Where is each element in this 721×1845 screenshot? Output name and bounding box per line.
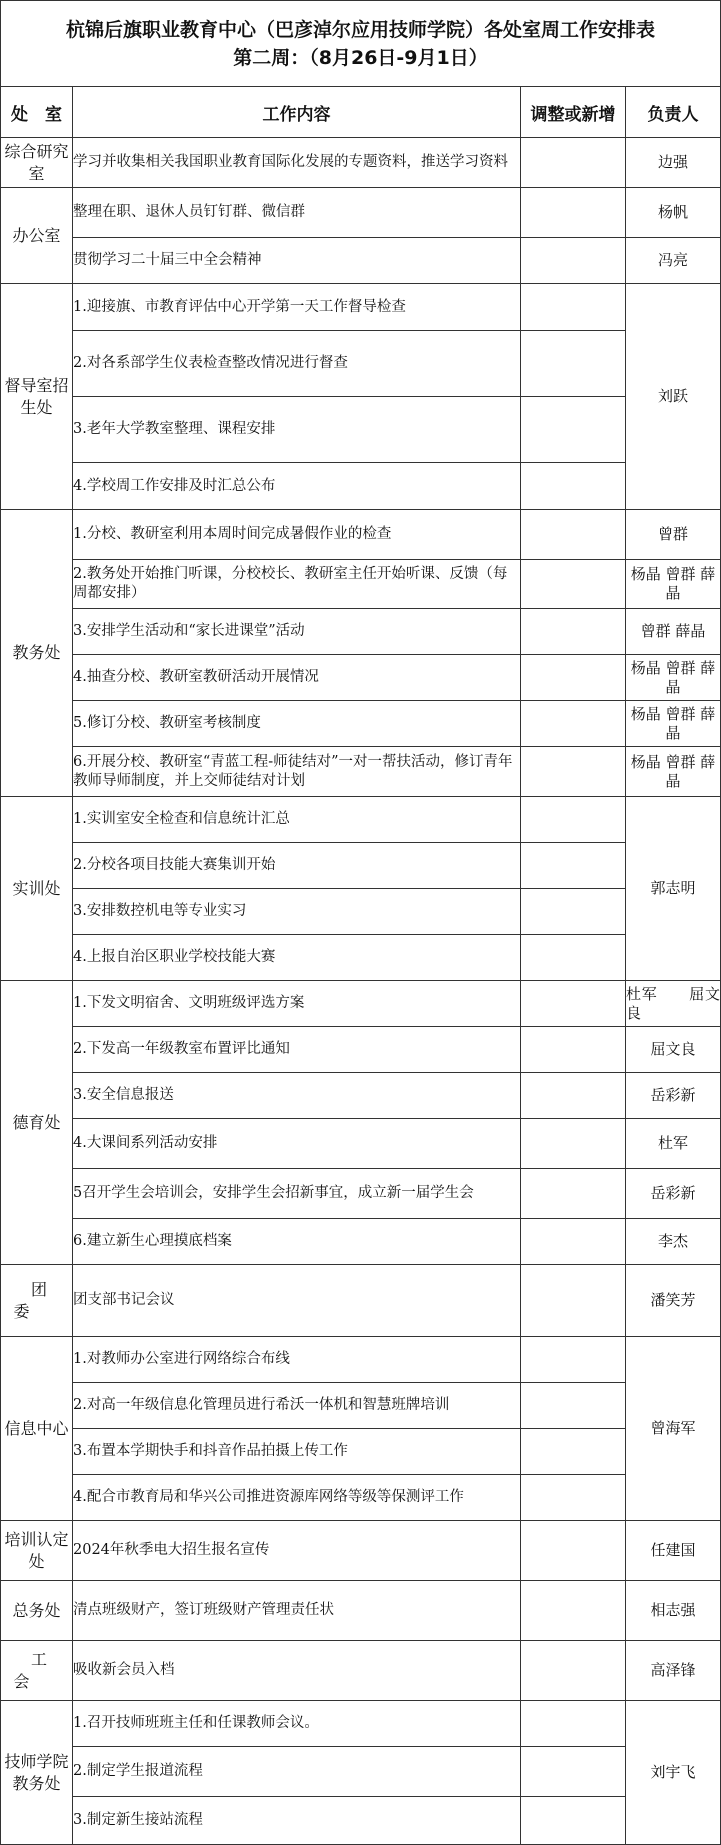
task-cell: 1.迎接旗、市教育评估中心开学第一天工作督导检查 xyxy=(73,284,521,331)
table-row xyxy=(1,560,721,609)
table-row xyxy=(1,1641,721,1701)
adjust-cell xyxy=(521,510,626,560)
dept-union: 工会 xyxy=(1,1641,73,1701)
dept-league: 团委 xyxy=(1,1265,73,1337)
page-title xyxy=(1,1,721,87)
table-row xyxy=(1,1701,721,1747)
owner-cell: 屈文良 xyxy=(626,1027,721,1073)
owner-cell: 岳彩新 xyxy=(626,1169,721,1219)
owner-cell: 刘跃 xyxy=(626,284,721,510)
task-cell: 2024年秋季电大招生报名宣传 xyxy=(73,1521,521,1581)
adjust-cell xyxy=(521,1383,626,1429)
table-row xyxy=(1,609,721,655)
header-adjust: 调整或新增 xyxy=(521,87,626,138)
title-row xyxy=(1,1,721,87)
task-cell: 1.下发文明宿舍、文明班级评选方案 xyxy=(73,981,521,1027)
owner-cell: 李杰 xyxy=(626,1219,721,1265)
adjust-cell xyxy=(521,238,626,284)
task-cell: 清点班级财产，签订班级财产管理责任状 xyxy=(73,1581,521,1641)
header-content: 工作内容 xyxy=(73,87,521,138)
adjust-cell xyxy=(521,609,626,655)
owner-cell: 曾群 薛晶 xyxy=(626,609,721,655)
table-row xyxy=(1,138,721,188)
table-row xyxy=(1,1747,721,1797)
task-cell: 4.抽查分校、教研室教研活动开展情况 xyxy=(73,655,521,701)
dept-technician-college: 技师学院教务处 xyxy=(1,1701,73,1845)
owner-cell: 杨晶 曾群 薛晶 xyxy=(626,560,721,609)
adjust-cell xyxy=(521,843,626,889)
owner-cell: 杨晶 曾群 薛晶 xyxy=(626,701,721,747)
adjust-cell xyxy=(521,1797,626,1845)
table-row xyxy=(1,843,721,889)
adjust-cell xyxy=(521,1429,626,1475)
owner-cell: 潘笑芳 xyxy=(626,1265,721,1337)
title-line-2: 第二周：（8月26日-9月1日） xyxy=(233,46,488,69)
table-row xyxy=(1,655,721,701)
table-row xyxy=(1,935,721,981)
table-row xyxy=(1,510,721,560)
task-cell: 整理在职、退休人员钉钉群、微信群 xyxy=(73,188,521,238)
adjust-cell xyxy=(521,1119,626,1169)
table-row xyxy=(1,1521,721,1581)
table-row xyxy=(1,1169,721,1219)
task-cell: 学习并收集相关我国职业教育国际化发展的专题资料，推送学习资料 xyxy=(73,138,521,188)
owner-cell: 边强 xyxy=(626,138,721,188)
owner-cell: 高泽锋 xyxy=(626,1641,721,1701)
table-row xyxy=(1,1475,721,1521)
adjust-cell xyxy=(521,1265,626,1337)
task-cell: 2.对各系部学生仪表检查整改情况进行督查 xyxy=(73,331,521,397)
dept-info-center: 信息中心 xyxy=(1,1337,73,1521)
task-cell: 3.制定新生接站流程 xyxy=(73,1797,521,1845)
dept-research: 综合研究室 xyxy=(1,138,73,188)
task-cell: 吸收新会员入档 xyxy=(73,1641,521,1701)
table-row xyxy=(1,238,721,284)
task-cell: 1.分校、教研室利用本周时间完成暑假作业的检查 xyxy=(73,510,521,560)
task-cell: 3.安排学生活动和“家长进课堂”活动 xyxy=(73,609,521,655)
adjust-cell xyxy=(521,188,626,238)
dept-certification: 培训认定处 xyxy=(1,1521,73,1581)
dept-academic: 教务处 xyxy=(1,510,73,797)
table-row xyxy=(1,1429,721,1475)
adjust-cell xyxy=(521,560,626,609)
owner-cell: 任建国 xyxy=(626,1521,721,1581)
adjust-cell xyxy=(521,655,626,701)
owner-cell: 杨晶 曾群 薛晶 xyxy=(626,655,721,701)
table-row xyxy=(1,1119,721,1169)
table-row xyxy=(1,331,721,397)
task-cell: 5召开学生会培训会，安排学生会招新事宜，成立新一届学生会 xyxy=(73,1169,521,1219)
task-cell: 4.上报自治区职业学校技能大赛 xyxy=(73,935,521,981)
owner-cell: 杨帆 xyxy=(626,188,721,238)
adjust-cell xyxy=(521,1027,626,1073)
owner-cell: 岳彩新 xyxy=(626,1073,721,1119)
task-cell: 2.下发高一年级教室布置评比通知 xyxy=(73,1027,521,1073)
task-cell: 2.分校各项目技能大赛集训开始 xyxy=(73,843,521,889)
dept-moral: 德育处 xyxy=(1,981,73,1265)
owner-cell: 曾群 xyxy=(626,510,721,560)
table-row xyxy=(1,1797,721,1845)
adjust-cell xyxy=(521,1521,626,1581)
adjust-cell xyxy=(521,397,626,463)
task-cell: 4.大课间系列活动安排 xyxy=(73,1119,521,1169)
table-row xyxy=(1,1337,721,1383)
adjust-cell xyxy=(521,1073,626,1119)
adjust-cell xyxy=(521,463,626,510)
adjust-cell xyxy=(521,889,626,935)
table-row xyxy=(1,1581,721,1641)
task-cell: 6.开展分校、教研室“青蓝工程-师徒结对”一对一帮扶活动，修订青年教师导师制度，并上交师徒结对计划 xyxy=(73,747,521,797)
adjust-cell xyxy=(521,1701,626,1747)
task-cell: 6.建立新生心理摸底档案 xyxy=(73,1219,521,1265)
task-cell: 1.召开技师班班主任和任课教师会议。 xyxy=(73,1701,521,1747)
table-row xyxy=(1,1265,721,1337)
adjust-cell xyxy=(521,1219,626,1265)
task-cell: 2.教务处开始推门听课，分校校长、教研室主任开始听课、反馈（每周都安排） xyxy=(73,560,521,609)
table-row xyxy=(1,397,721,463)
table-row xyxy=(1,284,721,331)
task-cell: 2.对高一年级信息化管理员进行希沃一体机和智慧班牌培训 xyxy=(73,1383,521,1429)
owner-cell: 刘宇飞 xyxy=(626,1701,721,1845)
owner-cell: 郭志明 xyxy=(626,797,721,981)
task-cell: 3.安全信息报送 xyxy=(73,1073,521,1119)
table-row xyxy=(1,747,721,797)
dept-general-affairs: 总务处 xyxy=(1,1581,73,1641)
table-row xyxy=(1,1383,721,1429)
adjust-cell xyxy=(521,1169,626,1219)
dept-supervision: 督导室招生处 xyxy=(1,284,73,510)
table-row xyxy=(1,188,721,238)
header-dept: 处 室 xyxy=(1,87,73,138)
table-row xyxy=(1,797,721,843)
adjust-cell xyxy=(521,1747,626,1797)
adjust-cell xyxy=(521,747,626,797)
task-cell: 贯彻学习二十届三中全会精神 xyxy=(73,238,521,284)
adjust-cell xyxy=(521,935,626,981)
owner-cell: 杜军 xyxy=(626,1119,721,1169)
adjust-cell xyxy=(521,138,626,188)
header-owner: 负责人 xyxy=(626,87,721,138)
table-row xyxy=(1,981,721,1027)
owner-cell: 曾海军 xyxy=(626,1337,721,1521)
task-cell: 2.制定学生报道流程 xyxy=(73,1747,521,1797)
adjust-cell xyxy=(521,1337,626,1383)
owner-cell: 相志强 xyxy=(626,1581,721,1641)
task-cell: 4.配合市教育局和华兴公司推进资源库网络等级等保测评工作 xyxy=(73,1475,521,1521)
table-row xyxy=(1,889,721,935)
table-row xyxy=(1,1073,721,1119)
task-cell: 1.实训室安全检查和信息统计汇总 xyxy=(73,797,521,843)
adjust-cell xyxy=(521,797,626,843)
task-cell: 3.老年大学教室整理、课程安排 xyxy=(73,397,521,463)
dept-training: 实训处 xyxy=(1,797,73,981)
adjust-cell xyxy=(521,1581,626,1641)
adjust-cell xyxy=(521,1641,626,1701)
adjust-cell xyxy=(521,1475,626,1521)
table-row xyxy=(1,1027,721,1073)
task-cell: 1.对教师办公室进行网络综合布线 xyxy=(73,1337,521,1383)
owner-cell: 冯亮 xyxy=(626,238,721,284)
task-cell: 3.安排数控机电等专业实习 xyxy=(73,889,521,935)
owner-cell: 杨晶 曾群 薛晶 xyxy=(626,747,721,797)
header-row xyxy=(1,87,721,138)
task-cell: 团支部书记会议 xyxy=(73,1265,521,1337)
table-row xyxy=(1,1219,721,1265)
adjust-cell xyxy=(521,981,626,1027)
adjust-cell xyxy=(521,284,626,331)
dept-office: 办公室 xyxy=(1,188,73,284)
task-cell: 3.布置本学期快手和抖音作品拍摄上传工作 xyxy=(73,1429,521,1475)
adjust-cell xyxy=(521,331,626,397)
table-row xyxy=(1,463,721,510)
task-cell: 5.修订分校、教研室考核制度 xyxy=(73,701,521,747)
table-row xyxy=(1,701,721,747)
adjust-cell xyxy=(521,701,626,747)
title-line-1: 杭锦后旗职业教育中心（巴彦淖尔应用技师学院）各处室周工作安排表 xyxy=(66,18,656,41)
task-cell: 4.学校周工作安排及时汇总公布 xyxy=(73,463,521,510)
owner-cell: 杜军 屈文良 xyxy=(626,981,721,1027)
